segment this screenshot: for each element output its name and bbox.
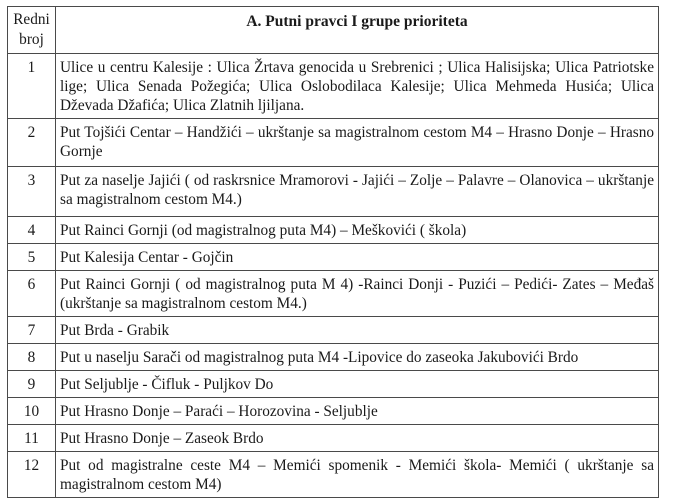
row-text: Put u naselju Sarači od magistralnog puta M4 -Lipovice do zaseoka Jakubovići Brdo xyxy=(56,344,659,371)
row-number: 10 xyxy=(8,398,56,425)
number-column-header xyxy=(8,7,56,54)
row-text: Put Rainci Gornji (od magistralnog puta M4) – Meškovići ( škola) xyxy=(56,217,659,244)
table-row xyxy=(8,119,659,167)
row-number: 6 xyxy=(8,271,56,317)
table-row xyxy=(8,317,659,344)
row-text: Put Kalesija Centar - Gojčin xyxy=(56,244,659,271)
table-row xyxy=(8,344,659,371)
table-row xyxy=(8,217,659,244)
row-text: Put Hrasno Donje – Paraći – Horozovina - Seljublje xyxy=(56,398,659,425)
priority-roads-table xyxy=(7,6,659,498)
table-row xyxy=(8,54,659,119)
table-row xyxy=(8,167,659,217)
table-row xyxy=(8,398,659,425)
row-text: Ulice u centru Kalesije : Ulica Žrtava genocida u Srebrenici ; Ulica Halisijska; Ulica Patriotske lige; Ulica Senada Požegića; Ulica Oslobodilaca Kalesije; Ulica Mehmeda Husića; Ulica Dževada Džafića; Ulica Zlatnih ljiljana. xyxy=(56,54,659,119)
row-number: 7 xyxy=(8,317,56,344)
row-number: 8 xyxy=(8,344,56,371)
row-number: 9 xyxy=(8,371,56,398)
table-row xyxy=(8,452,659,498)
row-number: 3 xyxy=(8,167,56,217)
table-row xyxy=(8,271,659,317)
row-text: Put od magistralne ceste M4 – Memići spomenik - Memići škola- Memići ( ukrštanje sa magistralnom cestom M4) xyxy=(56,452,659,498)
row-text: Put Hrasno Donje – Zaseok Brdo xyxy=(56,425,659,452)
row-text: Put Brda - Grabik xyxy=(56,317,659,344)
row-number: 1 xyxy=(8,54,56,119)
table-title: A. Putni pravci I grupe prioriteta xyxy=(56,7,659,54)
number-header-line2: broj xyxy=(19,31,44,48)
row-text: Put za naselje Jajići ( od raskrsnice Mramorovi - Jajići – Zolje – Palavre – Olanovica – ukrštanje sa magistralnom cestom M4.) xyxy=(56,167,659,217)
row-number: 12 xyxy=(8,452,56,498)
table-row xyxy=(8,425,659,452)
table-header-row xyxy=(8,7,659,54)
table-row xyxy=(8,244,659,271)
row-number: 2 xyxy=(8,119,56,167)
row-number: 11 xyxy=(8,425,56,452)
row-number: 4 xyxy=(8,217,56,244)
row-text: Put Tojšići Centar – Handžići – ukrštanje sa magistralnom cestom M4 – Hrasno Donje – Hrasno Gornje xyxy=(56,119,659,167)
number-header-line1: Redni xyxy=(13,11,50,28)
row-number: 5 xyxy=(8,244,56,271)
row-text: Put Seljublje - Čifluk - Puljkov Do xyxy=(56,371,659,398)
table-row xyxy=(8,371,659,398)
row-text: Put Rainci Gornji ( od magistralnog puta M 4) -Rainci Donji - Puzići – Pedići- Zates – Međaš (ukrštanje sa magistralnom cestom M4.) xyxy=(56,271,659,317)
